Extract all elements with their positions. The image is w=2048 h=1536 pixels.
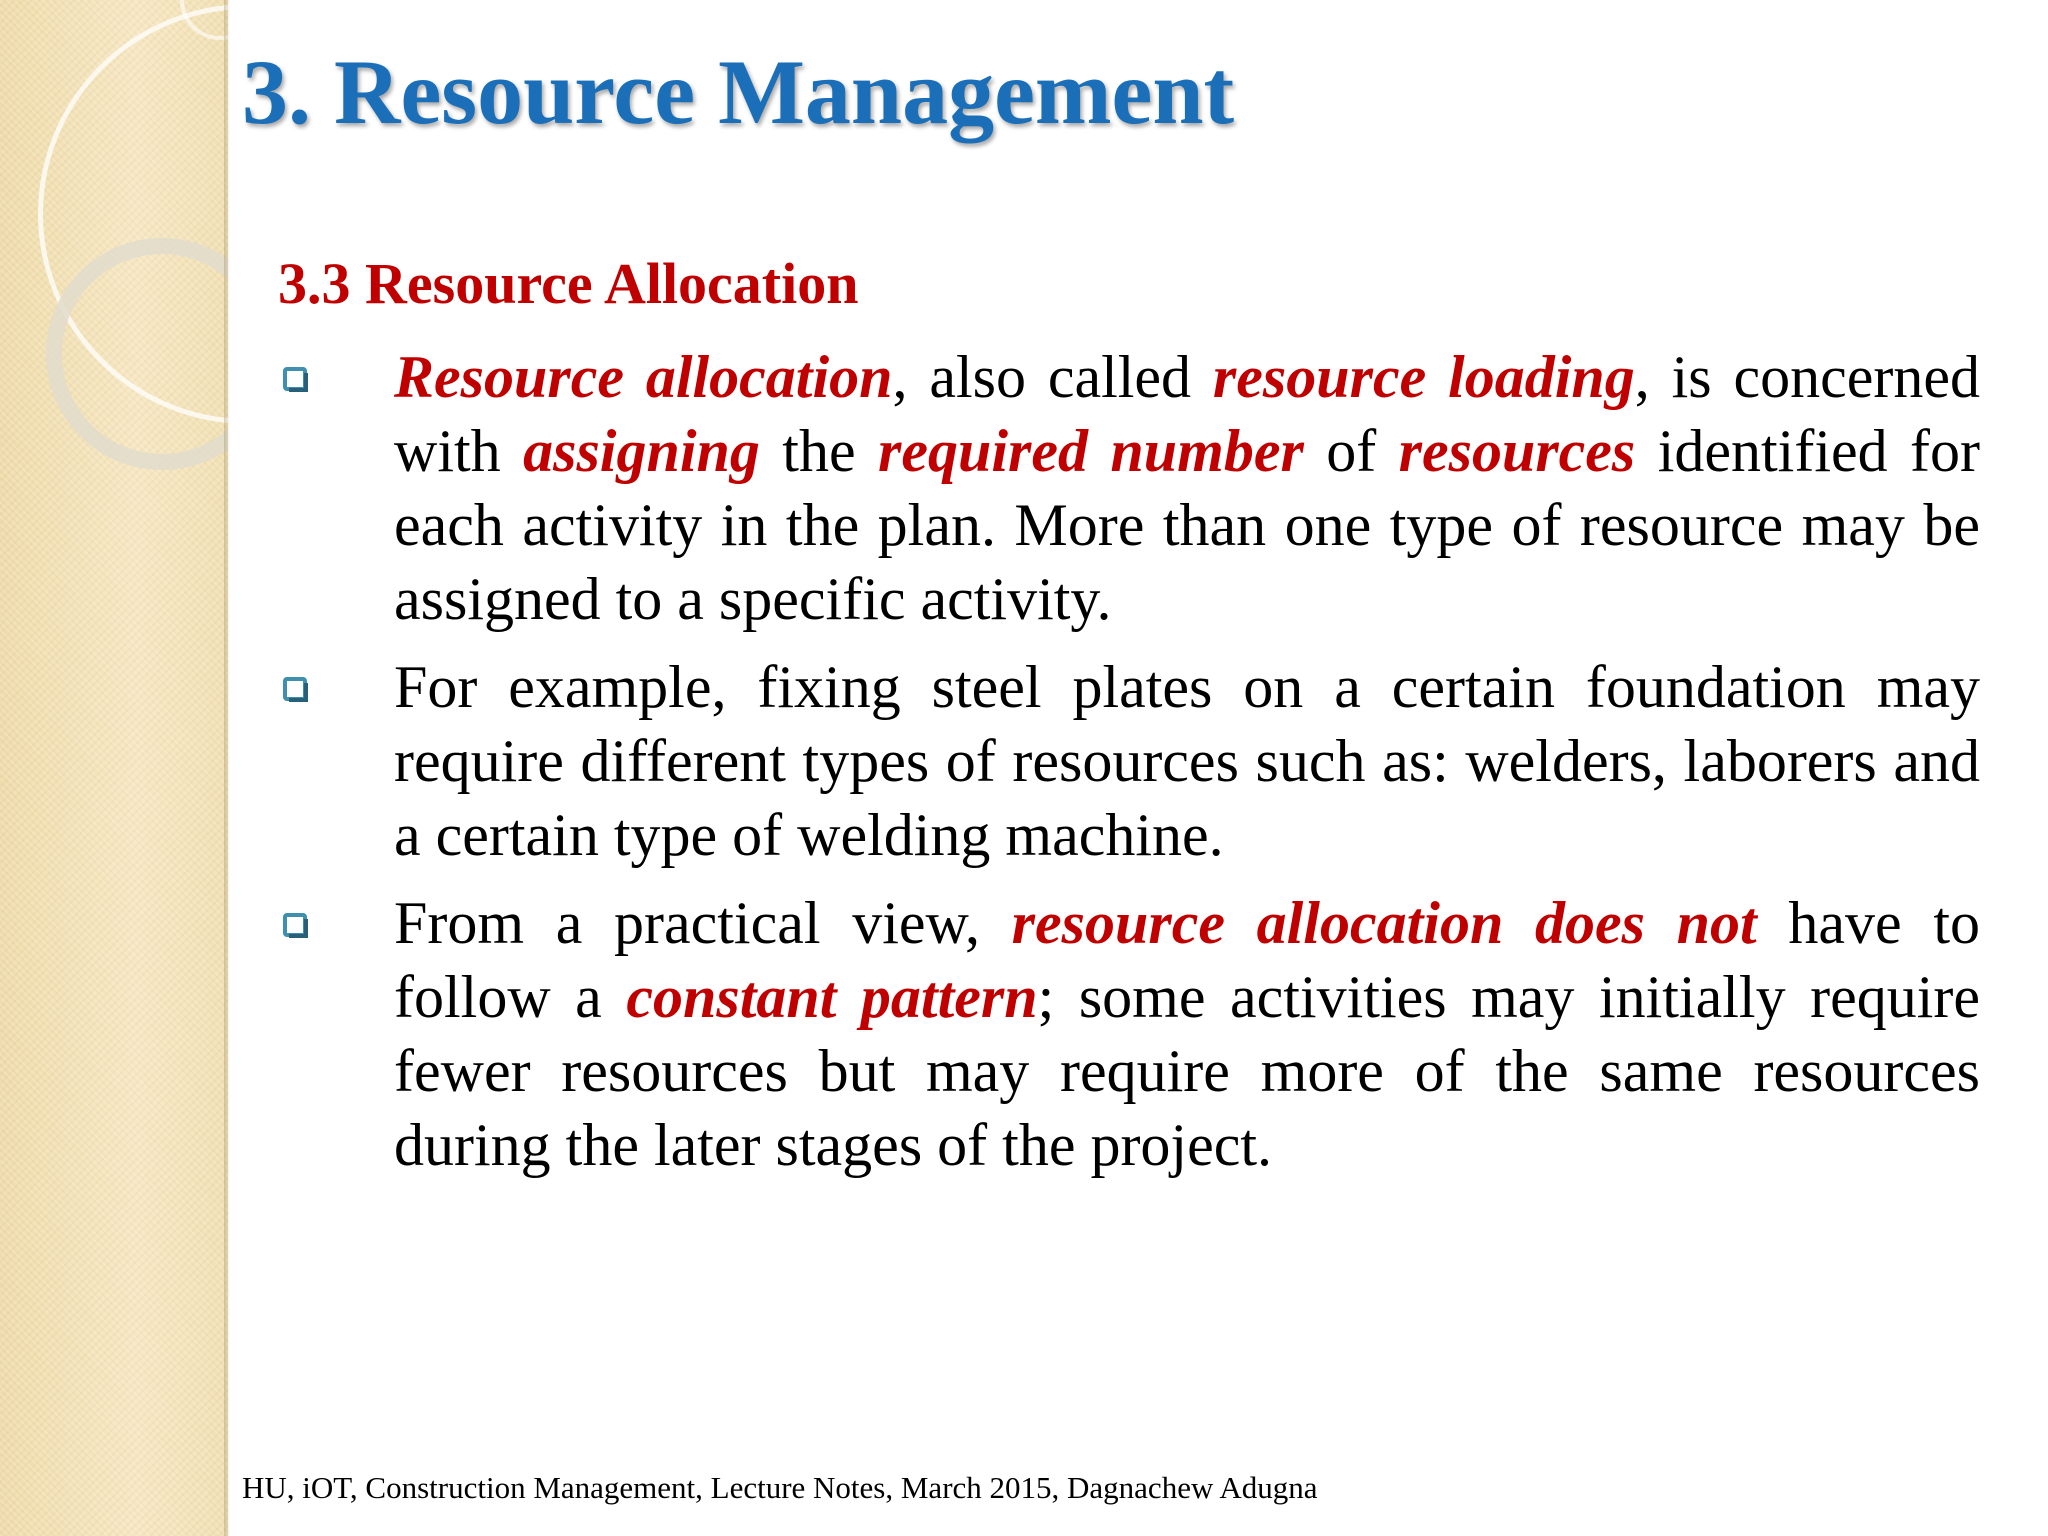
bullet-text-run: , is concerned with [394, 344, 1980, 484]
hollow-square-bullet-icon [282, 912, 308, 938]
bullet-text-run: , also called [892, 344, 1213, 410]
bullet-item [270, 340, 1980, 636]
bullet-text-run: the [759, 418, 878, 484]
bullet-text-run: From a practical view, [394, 890, 1012, 956]
bullet-text-run: ; some activities may initially require fewer resources but may require more of the same resources during the later stages of the project. [394, 964, 1981, 1178]
decorative-sidebar [0, 0, 228, 1536]
hollow-square-bullet-icon [282, 676, 308, 702]
sidebar-edge-shadow [224, 0, 230, 1536]
hollow-square-bullet-icon [282, 366, 308, 392]
bullet-text-run: For example, fixing steel plates on a certain foundation may require different types of resources such as: welders, laborers and a certain type of welding machine. [394, 654, 1980, 868]
section-heading: 3.3 Resource Allocation [278, 251, 859, 316]
key-term: required number [878, 418, 1304, 484]
bullet-text [394, 654, 1980, 868]
key-term: resource allocation does not [1011, 890, 1757, 956]
slide-footer: HU, iOT, Construction Management, Lecture Notes, March 2015, Dagnachew Adugna [242, 1470, 1318, 1505]
bullet-text [394, 344, 1980, 632]
key-term: constant pattern [626, 964, 1038, 1030]
bullet-list [270, 340, 1980, 1196]
key-term: assigning [523, 418, 760, 484]
bullet-text-run: of [1303, 418, 1399, 484]
slide-title: 3. Resource Management [242, 41, 1235, 143]
key-term: Resource allocation [394, 344, 893, 410]
key-term: resources [1398, 418, 1636, 484]
bullet-item [270, 886, 1980, 1182]
key-term: resource loading [1212, 344, 1635, 410]
bullet-text-run: identified for each activity in the plan. More than one type of resource may be assigned to a specific activity. [394, 418, 1981, 632]
bullet-item [270, 650, 1980, 872]
bullet-text [394, 890, 1980, 1178]
bullet-text-run: have to follow a [394, 890, 1980, 1030]
